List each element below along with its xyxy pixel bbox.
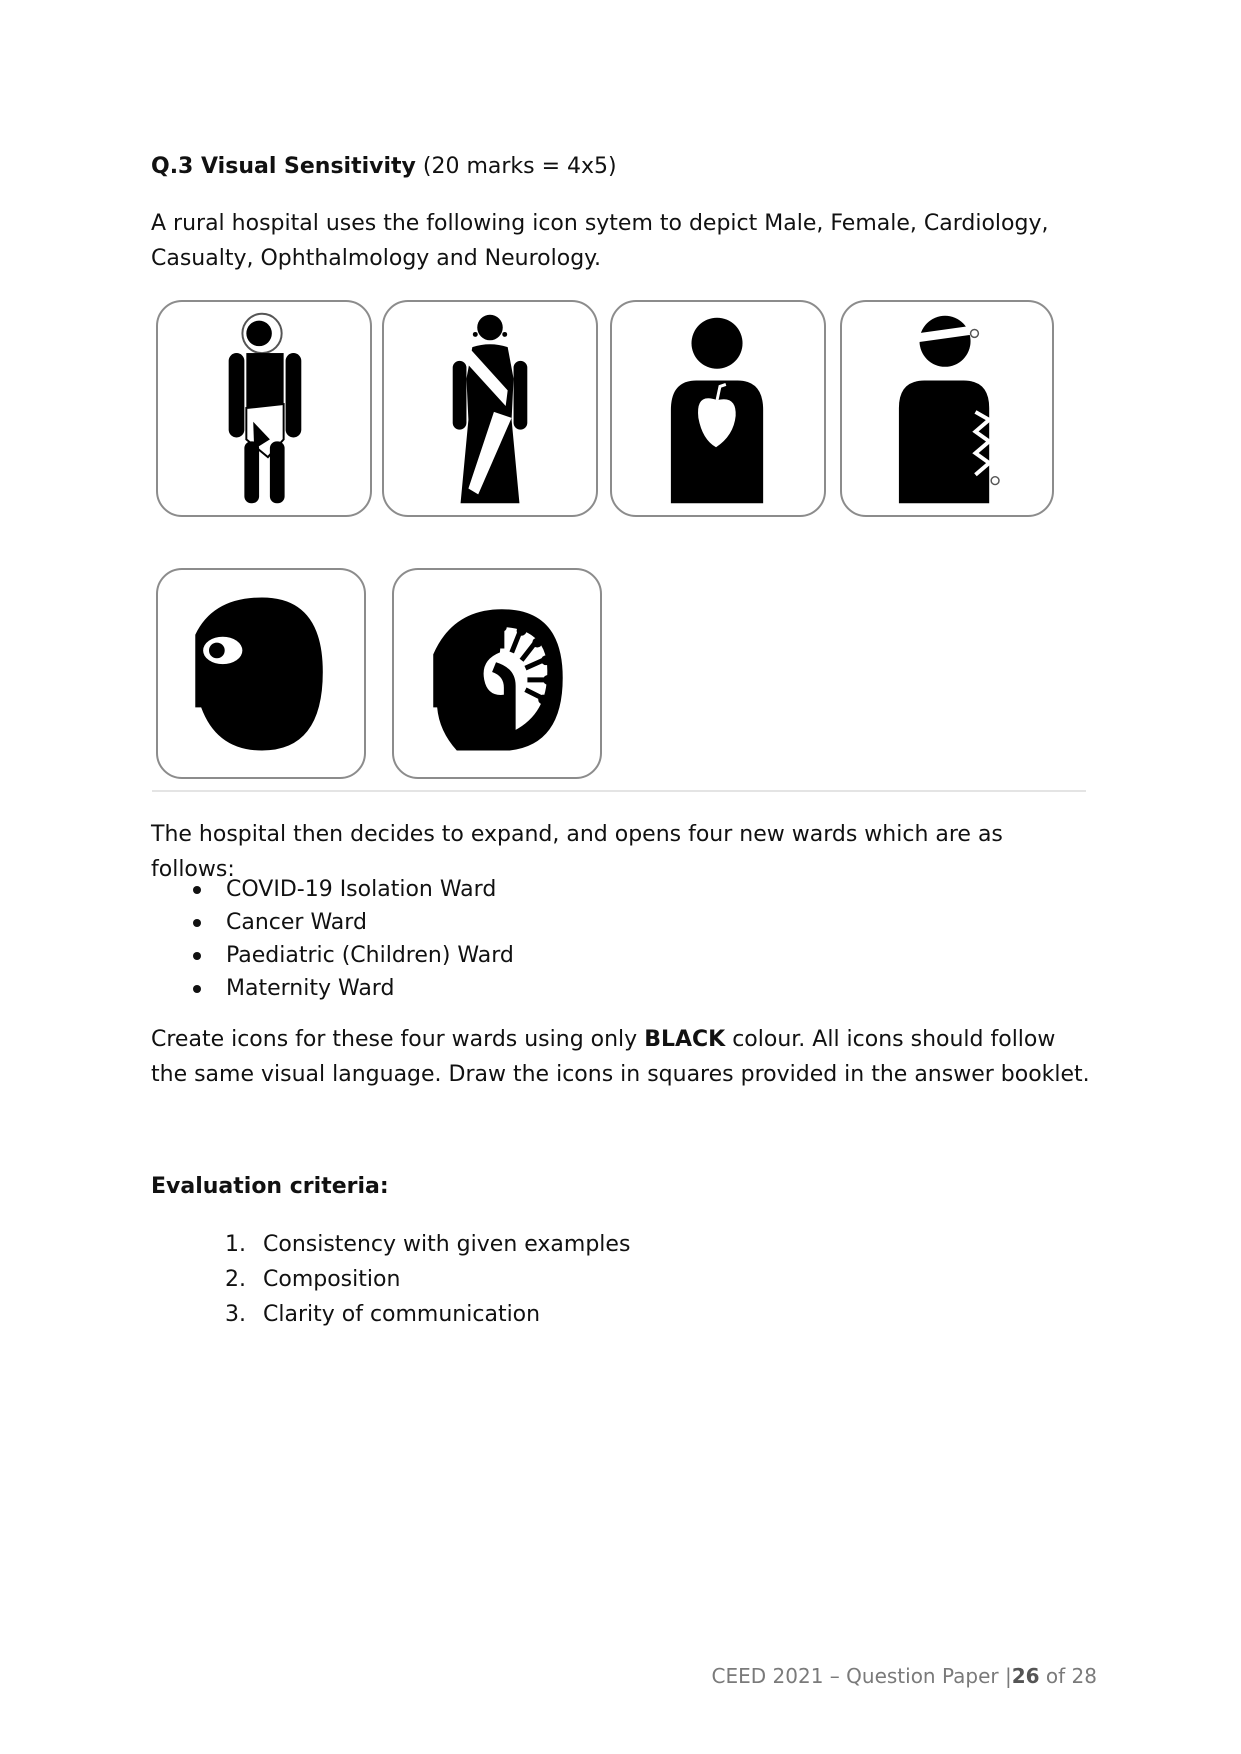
criteria-item	[225, 1297, 630, 1332]
expansion-paragraph: The hospital then decides to expand, and opens four new wards which are as follows:	[151, 822, 1003, 882]
criteria-text: Clarity of communication	[263, 1302, 541, 1327]
instructions-text-end: colour. All icons should follow the same visual language. Draw the icons in squares provided in the answer booklet.	[151, 1027, 1090, 1087]
instructions-emphasis: BLACK	[644, 1027, 726, 1052]
evaluation-criteria-list	[225, 1227, 630, 1332]
criteria-number: 1.	[225, 1232, 246, 1257]
cardiology-icon	[610, 300, 826, 517]
icon-system-gallery	[150, 296, 1090, 796]
question-number: Q.3	[151, 154, 194, 179]
criteria-number: 2.	[225, 1267, 246, 1292]
criteria-item	[225, 1262, 630, 1297]
ophthalmology-icon	[156, 568, 366, 779]
section-divider	[152, 790, 1086, 792]
criteria-number: 3.	[225, 1302, 246, 1327]
footer-prefix: CEED 2021 – Question Paper |	[711, 1664, 1012, 1688]
page-footer	[712, 1664, 1097, 1688]
intro-paragraph: A rural hospital uses the following icon sytem to depict Male, Female, Cardiology, Casualty, Ophthalmology and Neurology.	[151, 211, 1049, 271]
male-icon	[156, 300, 372, 517]
criteria-text: Consistency with given examples	[263, 1232, 631, 1257]
criteria-text: Composition	[263, 1267, 401, 1292]
casualty-icon	[840, 300, 1054, 517]
question-title: Visual Sensitivity	[201, 154, 416, 179]
footer-suffix: of 28	[1039, 1664, 1097, 1688]
criteria-item	[225, 1227, 630, 1262]
instructions-text-start: Create icons for these four wards using only	[151, 1027, 645, 1052]
instructions-paragraph	[151, 1022, 1091, 1092]
ward-item: COVID-19 Isolation Ward	[193, 873, 514, 906]
ward-item: Maternity Ward	[193, 972, 514, 1005]
question-heading	[151, 152, 617, 182]
ward-item: Cancer Ward	[193, 906, 514, 939]
ward-list	[193, 873, 514, 1005]
female-icon	[382, 300, 598, 517]
evaluation-heading: Evaluation criteria:	[151, 1174, 389, 1199]
page-number: 26	[1011, 1664, 1040, 1688]
neurology-icon	[392, 568, 602, 779]
ward-item: Paediatric (Children) Ward	[193, 939, 514, 972]
question-marks: (20 marks = 4x5)	[422, 154, 617, 179]
